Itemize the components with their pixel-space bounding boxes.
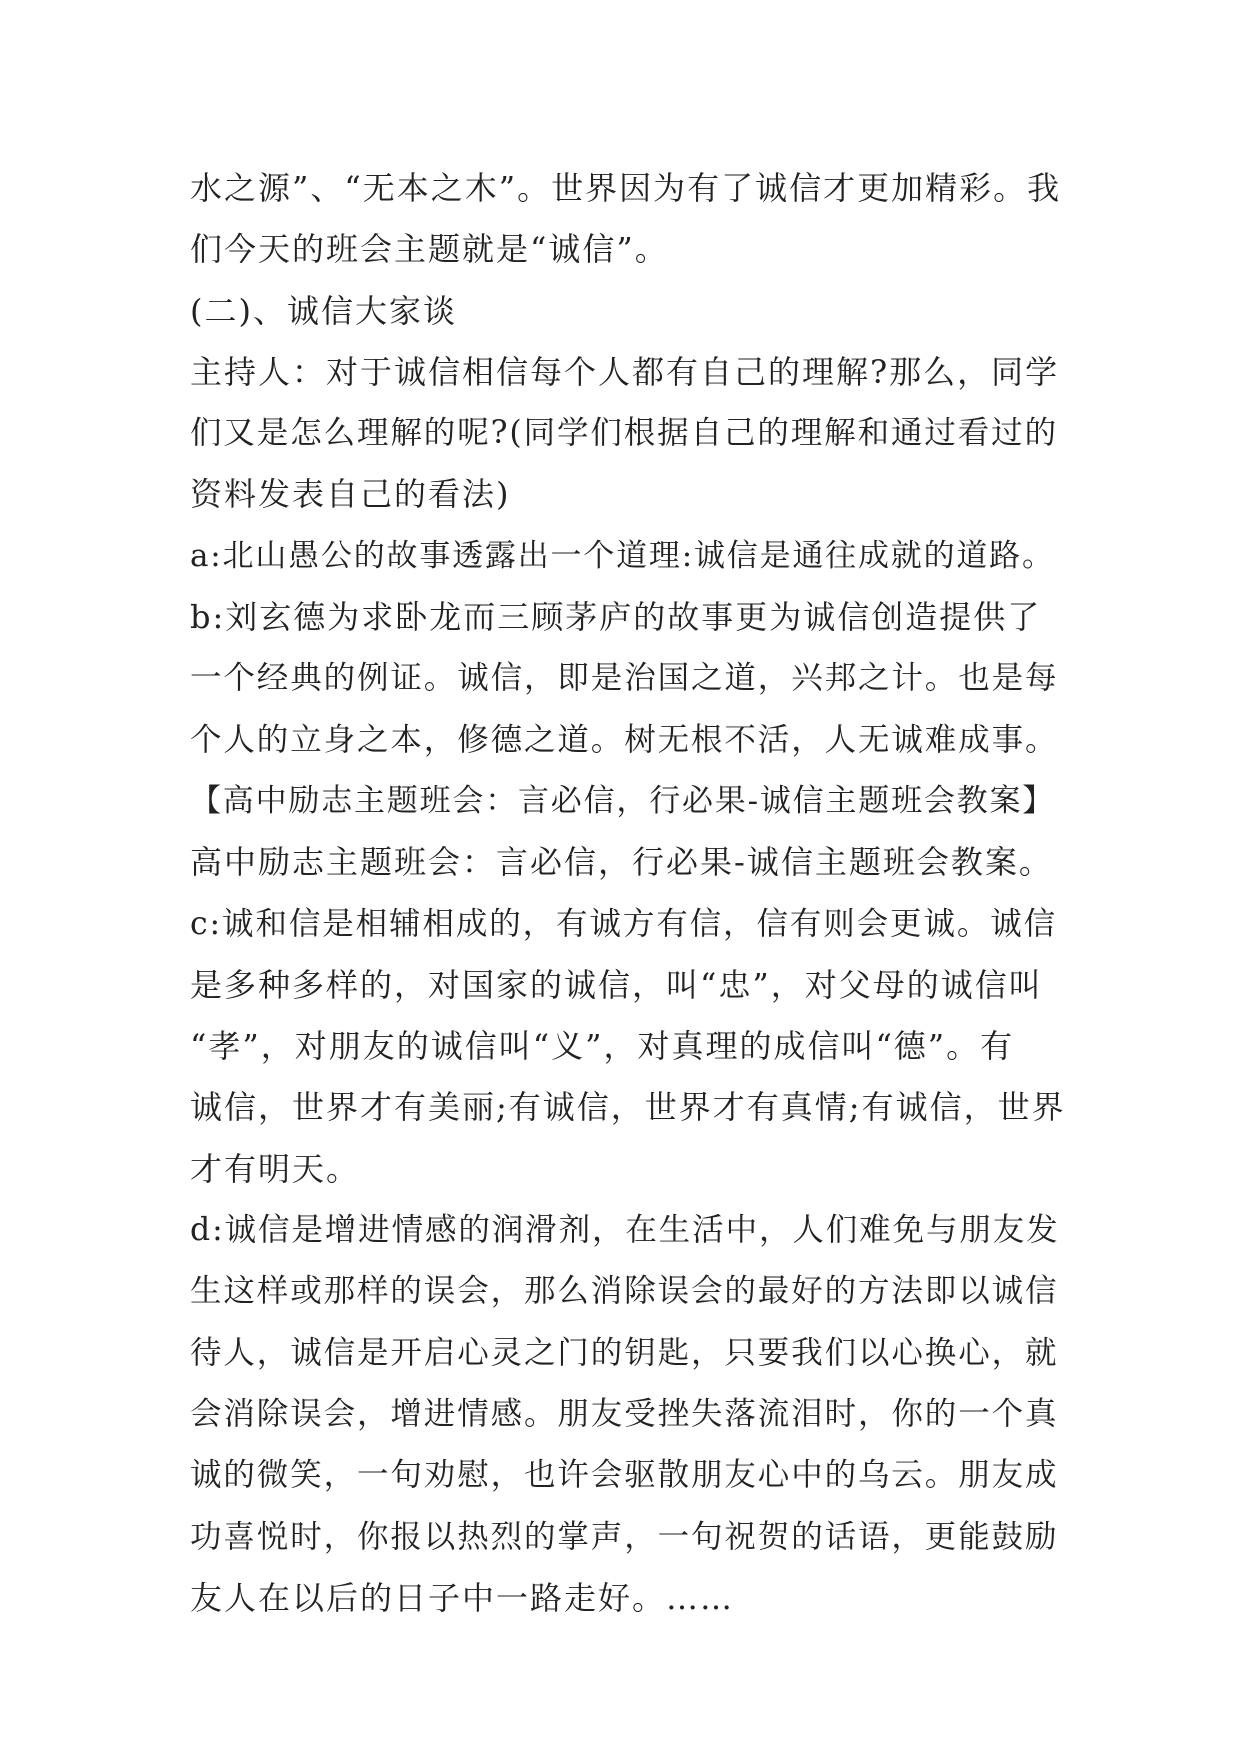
text-line: b:刘玄德为求卧龙而三顾茅庐的故事更为诚信创造提供了 [190, 598, 1042, 637]
text-line: 们今天的班会主题就是“诚信”。 [190, 230, 669, 269]
text-line: 会消除误会，增进情感。朋友受挫失落流泪时，你的一个真 [190, 1395, 1059, 1432]
text-line: 待人，诚信是开启心灵之门的钥匙，只要我们以心换心，就 [190, 1334, 1059, 1371]
section-heading: (二)、诚信大家谈 [190, 291, 457, 330]
text-line: 水之源”、“无本之木”。世界因为有了诚信才更加精彩。我 [190, 169, 1062, 207]
text-line: 个人的立身之本，修德之道。树无根不活，人无诚难成事。 [190, 721, 1059, 758]
text-line: 诚的微笑，一句劝慰，也许会驱散朋友心中的乌云。朋友成 [190, 1457, 1059, 1494]
text-line: 主持人：对于诚信相信每个人都有自己的理解?那么，同学 [190, 352, 1060, 391]
document-body [190, 158, 1070, 1629]
bracketed-title: 【高中励志主题班会：言必信，行必果-诚信主题班会教案】 [190, 782, 1056, 819]
text-line: d:诚信是增进情感的润滑剂，在生活中，人们难免与朋友发 [190, 1212, 1060, 1249]
text-line: “孝”，对朋友的诚信叫“义”，对真理的成信叫“德”。有 [190, 1027, 1015, 1066]
text-line: 才有明天。 [190, 1149, 361, 1188]
text-line: 友人在以后的日子中一路走好。…… [190, 1578, 735, 1617]
text-line: 诚信，世界才有美丽;有诚信，世界才有真情;有诚信，世界 [190, 1088, 1066, 1127]
text-line: a:北山愚公的故事透露出一个道理:诚信是通往成就的道路。 [190, 537, 1055, 574]
text-line: 资料发表自己的看法) [190, 475, 511, 514]
text-line: 功喜悦时，你报以热烈的掌声，一句祝贺的话语，更能鼓励 [190, 1518, 1059, 1555]
text-line: c:诚和信是相辅相成的，有诚方有信，信有则会更诚。诚信 [190, 905, 1058, 942]
text-line: 一个经典的例证。诚信，即是治国之道，兴邦之计。也是每 [190, 660, 1059, 697]
text-line: 们又是怎么理解的呢?(同学们根据自己的理解和通过看过的 [190, 415, 1058, 452]
text-line: 高中励志主题班会：言必信，行必果-诚信主题班会教案。 [190, 843, 1053, 882]
text-line: 生这样或那样的误会，那么消除误会的最好的方法即以诚信 [190, 1273, 1059, 1310]
text-line: 是多种多样的，对国家的诚信，叫“忠”，对父母的诚信叫 [190, 965, 1043, 1004]
